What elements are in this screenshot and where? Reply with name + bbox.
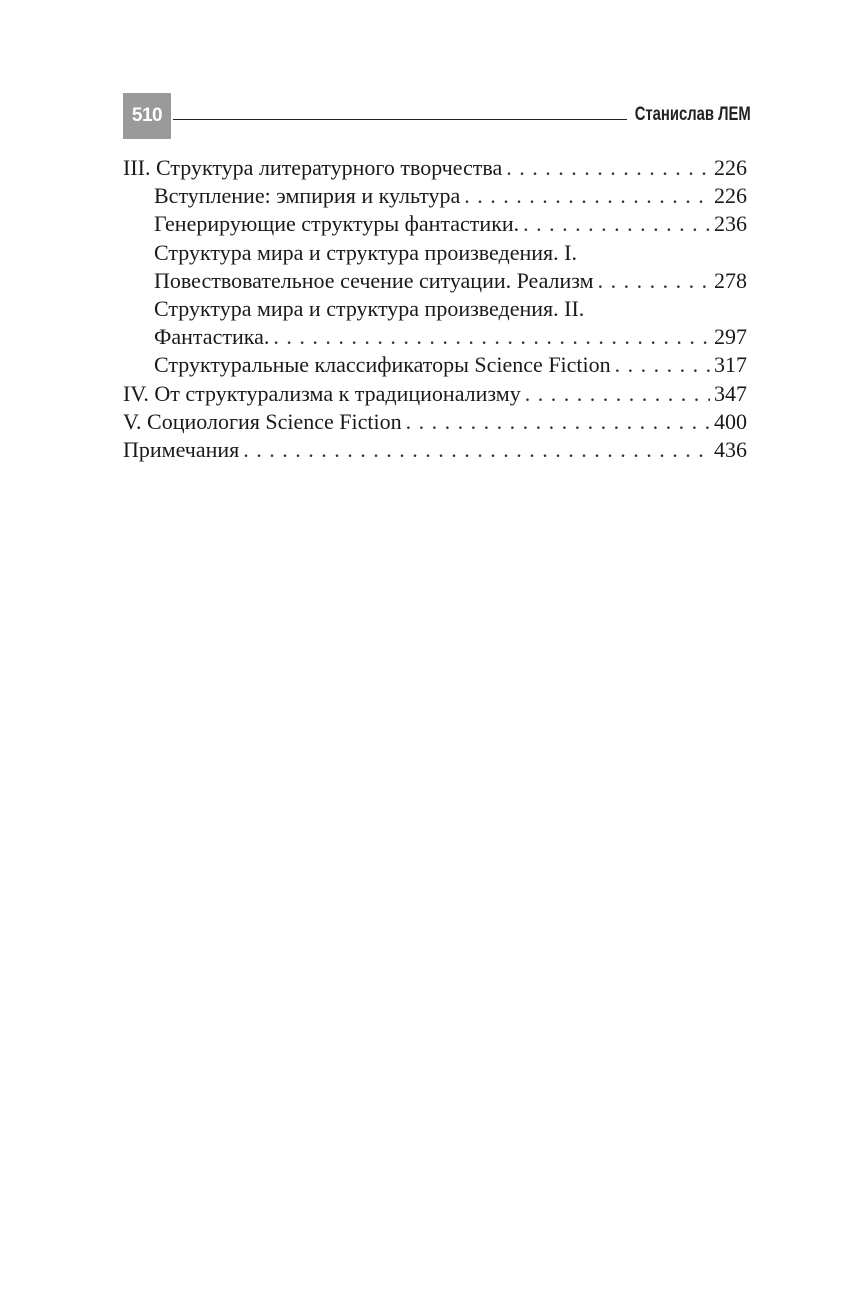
toc-entry-title: Примечания: [123, 437, 240, 463]
toc-entry-title: Повествовательное сечение ситуации. Реализм: [154, 267, 594, 293]
toc-entry-page: 436: [714, 437, 747, 463]
toc-entry-line: Структура мира и структура произведения. II.: [154, 296, 585, 322]
toc-entry-page: 347: [714, 380, 747, 406]
dot-leader: [525, 380, 710, 408]
toc-entry-page: 317: [714, 352, 747, 378]
toc-entry-title: Генерирующие структуры фантастики.: [154, 211, 520, 237]
toc-entry-title: IV. От структурализма к традиционализму: [123, 380, 521, 406]
page-number: 510: [123, 93, 171, 139]
toc-entry: [123, 380, 747, 408]
toc-entry-title: III. Структура литературного творчества: [123, 155, 503, 180]
toc-entry: [123, 210, 747, 238]
dot-leader: [523, 210, 710, 238]
toc-entry: [123, 323, 747, 351]
dot-leader: [615, 351, 710, 379]
toc-entry-title: Вступление: эмпирия и культура: [154, 183, 461, 209]
toc-entry-title: Структуральные классификаторы Science Fiction: [154, 352, 611, 378]
toc-entry-title: Фантастика.: [154, 324, 270, 350]
toc-entry-page: 297: [714, 324, 747, 350]
running-head: Станислав ЛЕМ: [634, 104, 751, 125]
dot-leader: [243, 436, 710, 464]
dot-leader: [273, 323, 710, 351]
toc-entry-page: 400: [714, 408, 747, 434]
toc-entry: [123, 182, 747, 210]
toc-entry: [123, 351, 747, 379]
dot-leader: [506, 154, 710, 182]
dot-leader: [406, 408, 710, 436]
toc-entry: [123, 154, 747, 182]
toc-entry: [123, 408, 747, 436]
dot-leader: [598, 267, 710, 295]
toc-entry-page: 278: [714, 267, 747, 293]
toc-entry-page: 236: [714, 211, 747, 237]
dot-leader: [464, 182, 710, 210]
toc-entry-title: V. Социология Science Fiction: [123, 408, 402, 434]
toc-entry: [123, 436, 747, 464]
page-header: [123, 93, 751, 139]
toc-entry-page: 226: [714, 183, 747, 209]
toc-entry-page: 226: [714, 155, 747, 180]
toc-entry-line: Структура мира и структура произведения. I.: [154, 239, 577, 265]
header-rule: [173, 119, 627, 120]
table-of-contents: [123, 154, 747, 464]
toc-entry: [123, 267, 747, 295]
